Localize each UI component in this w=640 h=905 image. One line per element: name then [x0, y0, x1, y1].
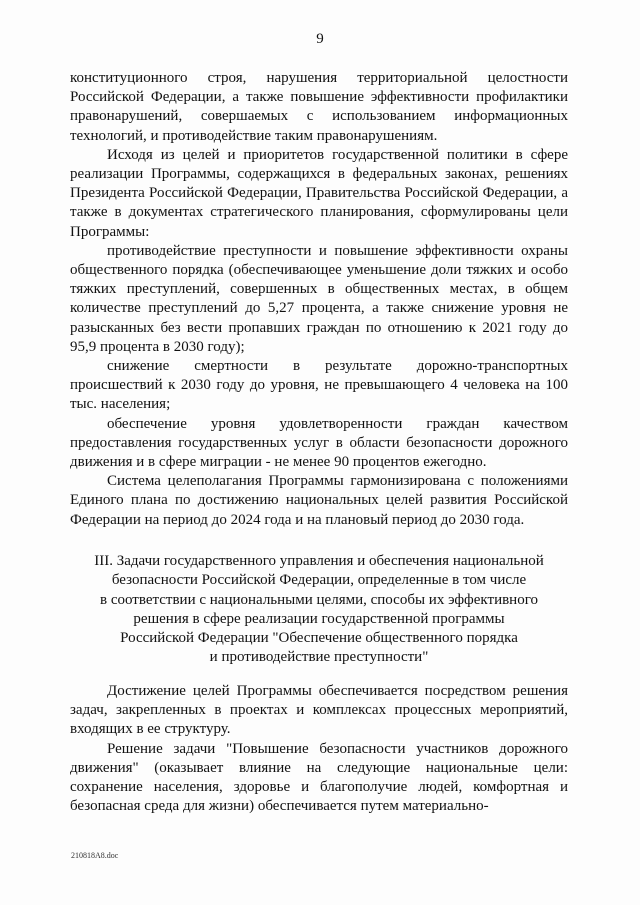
paragraph-goal-achievement: Достижение целей Программы обеспечивается посредством решения задач, закрепленных в проектах и комплексах процессных мероприятий, входящих в ее структуру. [70, 683, 568, 738]
section-heading-line: Российской Федерации "Обеспечение общественного порядка [120, 630, 518, 647]
paragraph-road-safety-task: Решение задачи "Повышение безопасности участников дорожного движения" (оказывает влияние на следующие национальные цели: сохранение населения, здоровье и благополучие людей, комфортная и безопасная среда для жизни) обеспечивается путем материально- [70, 740, 568, 815]
paragraph-program-goals-intro: Исходя из целей и приоритетов государственной политики в сфере реализации Программы, содержащихся в федеральных законах, решениях Президента Российской Федерации, Правительства Российской Федерации, а также в документах стратегического планирования, сформулированы цели Программы: [70, 146, 568, 240]
file-name-footer: 210818A8.doc [71, 851, 119, 860]
paragraph-goal-road-mortality: снижение смертности в результате дорожно-транспортных происшествий к 2030 году до уровня, не превышающего 4 человека на 100 тыс. населения; [70, 358, 568, 413]
paragraph-goal-system-harmonization: Система целеполагания Программы гармонизирована с положениями Единого плана по достижению национальных целей развития Российской Федерации на период до 2024 года и на плановый период до 2030 года. [70, 473, 568, 528]
body-text-top [70, 69, 568, 530]
page-number: 9 [316, 31, 324, 47]
body-text-bottom [70, 682, 568, 816]
section-heading-line: и противодействие преступности" [209, 649, 429, 666]
section-heading [70, 552, 568, 668]
paragraph-goal-citizen-satisfaction: обеспечение уровня удовлетворенности граждан качеством предоставления государственных услуг в области безопасности дорожного движения и в сфере миграции - не менее 90 процентов ежегодно. [70, 415, 568, 471]
section-heading-line: в соответствии с национальными целями, способы их эффективного [100, 591, 538, 608]
paragraph-goal-crime-counteraction: противодействие преступности и повышение эффективности охраны общественного порядка (обеспечивающее уменьшение доли тяжких и особо тяжких преступлений, совершенных в общественных местах, в общем количестве преступлений до 5,27 процента, а также снижение уровня не разысканных без вести пропавших граждан по отношению к 2021 году до 95,9 процента в 2030 году); [70, 242, 568, 355]
section-heading-line: решения в сфере реализации государственной программы [133, 610, 505, 627]
section-heading-line: III. Задачи государственного управления и обеспечения национальной [94, 553, 544, 569]
paragraph-constitutional-order: конституционного строя, нарушения территориальной целостности Российской Федерации, а также повышение эффективности профилактики правонарушений, совершаемых с использованием информационных технологий, и противодействие таким правонарушениям. [70, 70, 568, 144]
section-heading-line: безопасности Российской Федерации, определенные в том числе [111, 572, 527, 589]
